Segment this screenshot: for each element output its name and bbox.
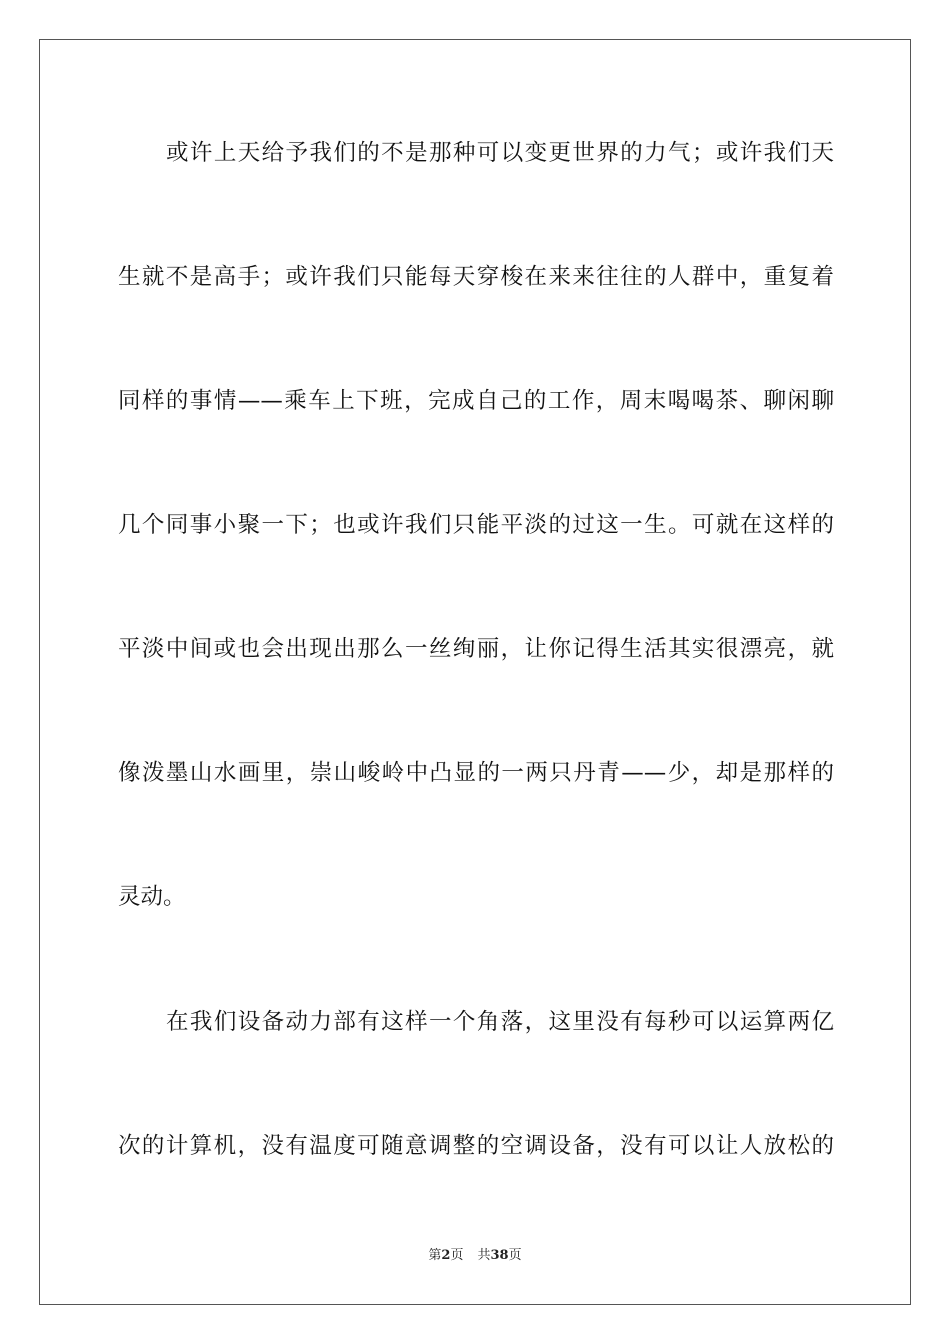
footer-total-prefix: 共 [477, 1248, 491, 1263]
footer-total-suffix: 页 [508, 1248, 522, 1263]
paragraph-line-8: 在我们设备动力部有这样一个角落，这里没有每秒可以运算两亿 [166, 1009, 834, 1035]
paragraph-line-4: 几个同事小聚一下；也或许我们只能平淡的过这一生。可就在这样的 [118, 512, 834, 538]
page-frame [39, 39, 911, 1305]
paragraph-line-9: 次的计算机，没有温度可随意调整的空调设备，没有可以让人放松的 [118, 1133, 834, 1159]
footer-prefix: 第 [428, 1248, 442, 1263]
footer-current-page: 2 [441, 1248, 451, 1263]
paragraph-line-3: 同样的事情——乘车上下班，完成自己的工作，周末喝喝茶、聊闲聊 [118, 388, 834, 414]
footer-total-pages: 38 [490, 1248, 509, 1263]
paragraph-line-2: 生就不是高手；或许我们只能每天穿梭在来来往往的人群中，重复着 [118, 264, 834, 290]
paragraph-line-7: 灵动。 [118, 884, 186, 910]
paragraph-line-6: 像泼墨山水画里，崇山峻岭中凸显的一两只丹青——少，却是那样的 [118, 760, 834, 786]
footer-page-suffix: 页 [450, 1248, 464, 1263]
page-footer [0, 1247, 950, 1265]
paragraph-line-1: 或许上天给予我们的不是那种可以变更世界的力气；或许我们天 [166, 140, 834, 166]
paragraph-line-5: 平淡中间或也会出现出那么一丝绚丽，让你记得生活其实很漂亮，就 [118, 636, 834, 662]
